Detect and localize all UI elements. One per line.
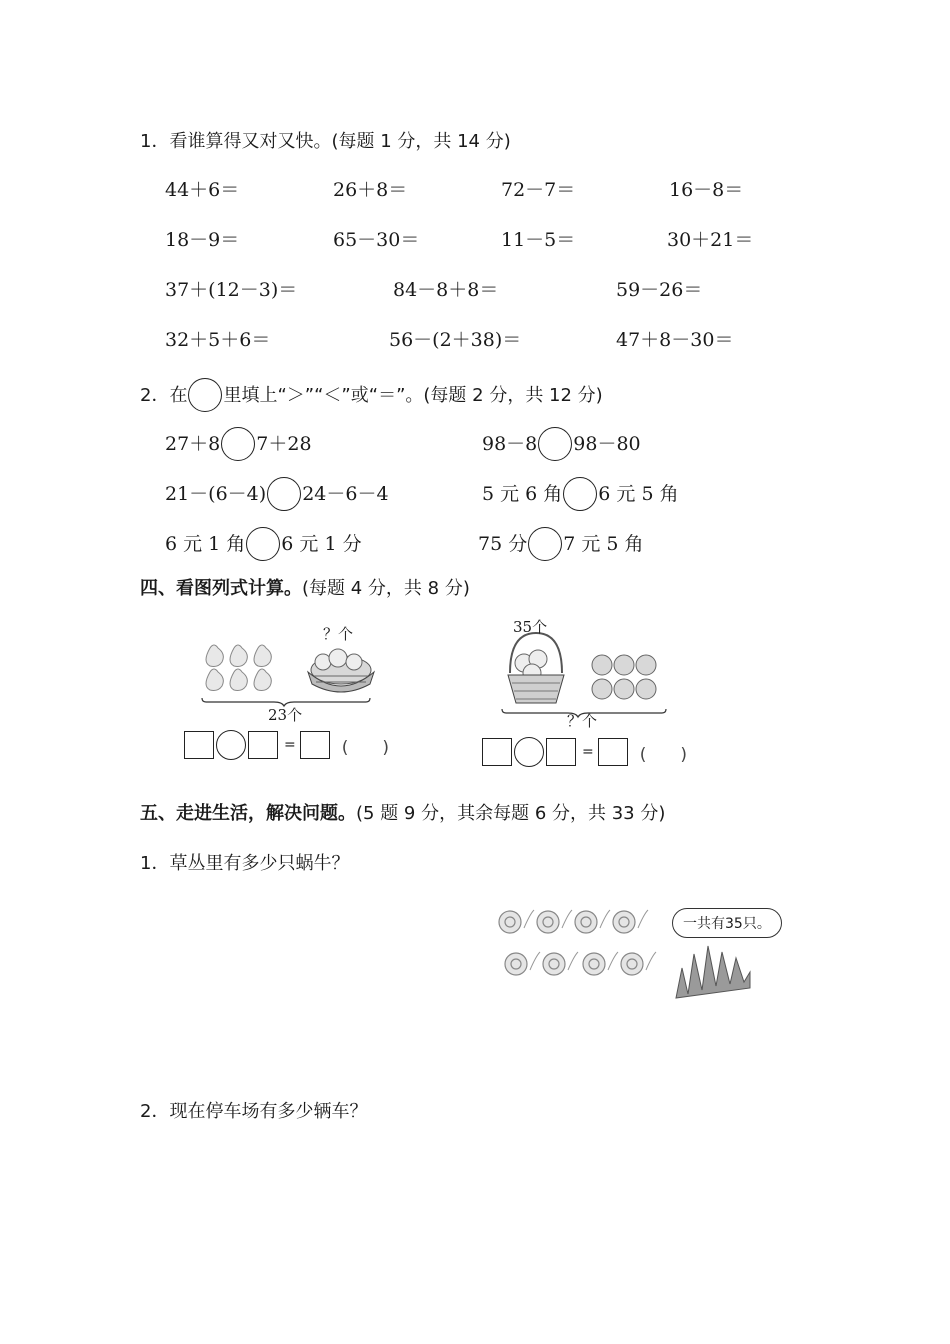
s5-question-1: 1．草丛里有多少只蜗牛？	[140, 853, 350, 874]
compare-circle-icon	[188, 378, 222, 412]
compare-circle[interactable]	[563, 477, 597, 511]
compare-circle[interactable]	[528, 527, 562, 561]
q1-expr: 11－5＝	[501, 229, 576, 251]
q1-expr: 56－(2＋38)＝	[389, 329, 522, 351]
q2-right: 7＋28	[256, 433, 312, 455]
s5-question-2: 2．现在停车场有多少辆车？	[140, 1101, 368, 1122]
q2-left: 21－(6－4)	[165, 483, 267, 505]
basket-icon	[308, 649, 374, 692]
section5-title	[140, 802, 665, 826]
q1-expr: 47＋8－30＝	[616, 329, 734, 351]
q2-right: 7 元 5 角	[563, 533, 644, 555]
q2-item	[482, 427, 641, 461]
q2-title-b: 里填上“＞”“＜”或“＝”。(每题 2 分，共 12 分)	[223, 385, 603, 406]
apples-figure	[496, 625, 671, 720]
section5-note: (5 题 9 分，其余每题 6 分，共 33 分)	[356, 803, 666, 824]
q2-item	[165, 427, 312, 461]
q2-item	[165, 527, 362, 561]
compare-circle[interactable]	[267, 477, 301, 511]
section4-heading: 四、看图列式计算。	[140, 578, 302, 599]
operator-circle[interactable]	[514, 737, 544, 767]
q1-expr: 44＋6＝	[165, 179, 240, 201]
unit-blank[interactable]: ( )	[341, 737, 389, 758]
q1-expr: 37＋(12－3)＝	[165, 279, 298, 301]
q2-title	[140, 378, 603, 412]
q1-expr: 84－8＋8＝	[393, 279, 499, 301]
snail-speech-bubble: 一共有35只。	[672, 908, 782, 938]
q1-expr: 30＋21＝	[667, 229, 754, 251]
fig1-total-label: 23个	[268, 706, 303, 724]
answer-box[interactable]	[184, 731, 214, 759]
q2-left: 75 分	[478, 533, 528, 555]
answer-box[interactable]	[546, 738, 576, 766]
q2-left: 27＋8	[165, 433, 221, 455]
compare-circle[interactable]	[538, 427, 572, 461]
q1-expr: 72－7＝	[501, 179, 576, 201]
q2-right: 6 元 5 角	[598, 483, 679, 505]
answer-box[interactable]	[598, 738, 628, 766]
q2-item	[478, 527, 644, 561]
q1-expr: 65－30＝	[333, 229, 420, 251]
pear-icon	[206, 645, 271, 691]
q1-expr: 18－9＝	[165, 229, 240, 251]
fig2-top-label: 35个	[513, 618, 548, 636]
q1-expr: 32＋5＋6＝	[165, 329, 271, 351]
basket-icon	[508, 633, 564, 703]
q2-left: 5 元 6 角	[482, 483, 563, 505]
snail-icon	[499, 911, 643, 975]
q2-right: 24－6－4	[302, 483, 389, 505]
q2-right: 98－80	[573, 433, 641, 455]
operator-circle[interactable]	[216, 730, 246, 760]
fig1-answer-row	[184, 730, 389, 760]
compare-circle[interactable]	[246, 527, 280, 561]
apple-icon	[592, 655, 656, 699]
equals-sign: =	[284, 737, 296, 753]
section4-note: (每题 4 分，共 8 分)	[302, 578, 470, 599]
unit-blank[interactable]: ( )	[639, 744, 687, 765]
answer-box[interactable]	[248, 731, 278, 759]
answer-box[interactable]	[482, 738, 512, 766]
compare-circle[interactable]	[221, 427, 255, 461]
q2-right: 6 元 1 分	[281, 533, 362, 555]
q1-expr: 16－8＝	[669, 179, 744, 201]
q1-title: 1．看谁算得又对又快。(每题 1 分，共 14 分)	[140, 131, 511, 152]
section5-heading: 五、走进生活，解决问题。	[140, 803, 356, 824]
q1-expr: 59－26＝	[616, 279, 703, 301]
equals-sign: =	[582, 744, 594, 760]
q2-left: 98－8	[482, 433, 538, 455]
fig2-answer-row	[482, 737, 687, 767]
snails-figure	[496, 900, 676, 1000]
q2-title-a: 2．在	[140, 385, 188, 406]
fig1-top-label: ？个	[323, 625, 354, 643]
q2-left: 6 元 1 角	[165, 533, 246, 555]
q2-item	[482, 477, 679, 511]
answer-box[interactable]	[300, 731, 330, 759]
q2-item	[165, 477, 389, 511]
section4-title	[140, 577, 470, 601]
grass-icon	[674, 938, 754, 1000]
q1-expr: 26＋8＝	[333, 179, 408, 201]
fig2-total-label: ？个	[567, 712, 598, 730]
